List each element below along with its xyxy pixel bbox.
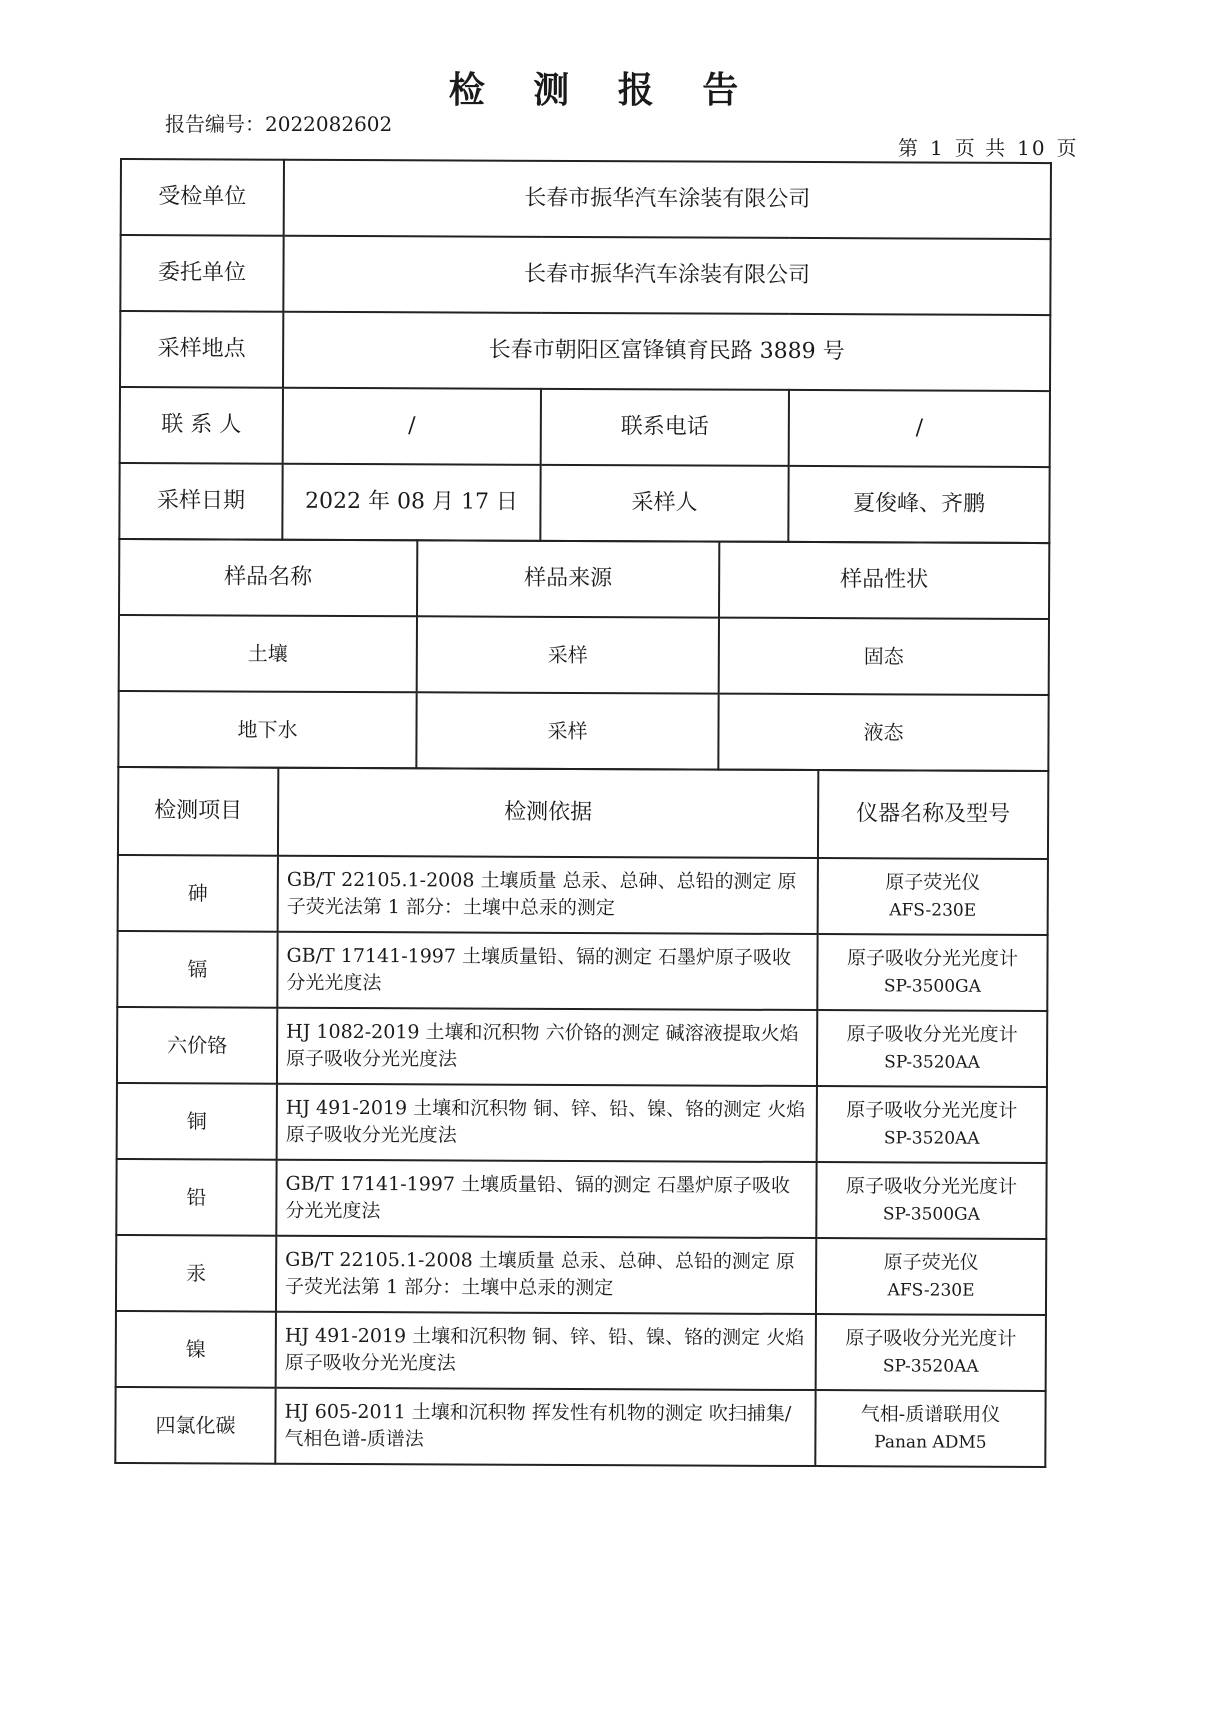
table-row [117,931,1047,1011]
test-item: 铜 [117,1083,277,1160]
instrument-name: 原子荧光仪 [883,1251,979,1274]
instrument-name: 气相-质谱联用仪 [860,1403,1001,1426]
phone-label: 联系电话 [541,389,789,466]
entrusting-unit-value: 长春市振华汽车涂装有限公司 [283,236,1050,315]
sample-source: 采样 [416,692,718,769]
table-row [118,691,1048,771]
report-title: 检 测 报 告 [448,70,757,111]
report-number-value: 2022082602 [265,112,393,136]
test-instrument [817,1086,1047,1163]
contact-label: 联 系 人 [120,387,283,464]
test-item: 镍 [116,1311,276,1388]
test-header-instrument: 仪器名称及型号 [818,770,1048,859]
table-row [116,1235,1046,1315]
entrusting-unit-label: 委托单位 [120,235,283,312]
sampling-date-label: 采样日期 [119,463,282,540]
test-instrument [816,1162,1046,1239]
sample-header-state: 样品性状 [719,542,1049,619]
instrument-model: SP-3520AA [883,1128,980,1149]
instrument-name: 原子吸收分光光度计 [846,1099,1018,1122]
instrument-name: 原子吸收分光光度计 [846,1023,1018,1046]
page-mid: 页 共 [954,136,1008,160]
test-basis: HJ 1082-2019 土壤和沉积物 六价铬的测定 碱溶液提取火焰原子吸收分光光度法 [277,1008,817,1086]
info-table [118,158,1052,544]
sample-state: 固态 [719,618,1049,695]
test-instrument [816,1314,1046,1391]
table-row [116,1159,1046,1239]
test-item: 汞 [116,1235,276,1312]
instrument-model: Panan ADM5 [874,1432,987,1453]
instrument-model: SP-3500GA [883,976,981,997]
test-item: 镉 [117,931,277,1008]
test-instrument [817,934,1047,1011]
page-indicator [898,132,1079,161]
instrument-model: AFS-230E [887,1280,975,1301]
test-table [114,766,1049,1468]
sampling-site-value: 长春市朝阳区富锋镇育民路 3889 号 [283,312,1050,391]
test-item: 四氯化碳 [115,1387,275,1464]
test-instrument [818,858,1048,935]
test-header-item: 检测项目 [118,767,278,856]
test-basis: GB/T 17141-1997 土壤质量铅、镉的测定 石墨炉原子吸收分光光度法 [277,932,817,1010]
sample-state: 液态 [718,694,1048,771]
sampler-value: 夏俊峰、齐鹏 [788,466,1049,543]
table-row [117,1007,1047,1087]
instrument-name: 原子吸收分光光度计 [845,1175,1018,1198]
inspected-unit-label: 受检单位 [121,159,284,236]
report-number [165,108,392,137]
table-row [119,615,1049,695]
instrument-model: AFS-230E [889,900,977,921]
table-row [116,1311,1046,1391]
sample-name: 土壤 [119,615,417,692]
page-current: 1 [930,136,945,160]
test-basis: GB/T 17141-1997 土壤质量铅、镉的测定 石墨炉原子吸收分光光度法 [276,1160,816,1238]
test-basis: HJ 491-2019 土壤和沉积物 铜、锌、铅、镍、铬的测定 火焰原子吸收分光光度法 [277,1084,817,1162]
test-instrument [816,1238,1046,1315]
instrument-model: SP-3520AA [884,1052,980,1073]
test-basis: GB/T 22105.1-2008 土壤质量 总汞、总砷、总铅的测定 原子荧光法第 1 部分：土壤中总汞的测定 [278,856,818,934]
test-item: 砷 [118,855,278,932]
test-instrument [815,1390,1045,1467]
test-item: 六价铬 [117,1007,277,1084]
sample-header-source: 样品来源 [417,540,719,617]
table-row [115,1387,1045,1467]
test-basis: GB/T 22105.1-2008 土壤质量 总汞、总砷、总铅的测定 原子荧光法第 1 部分：土壤中总汞的测定 [276,1236,816,1314]
contact-value: / [283,388,541,465]
page-suffix: 页 [1056,136,1079,160]
test-header-basis: 检测依据 [278,768,818,858]
instrument-model: SP-3500GA [882,1204,980,1225]
report-number-label: 报告编号： [165,112,265,136]
sample-name: 地下水 [118,691,416,768]
test-basis: HJ 491-2019 土壤和沉积物 铜、锌、铅、镍、铬的测定 火焰原子吸收分光光度法 [276,1312,816,1390]
test-item: 铅 [116,1159,276,1236]
sample-source: 采样 [417,616,719,693]
table-row [118,855,1048,935]
instrument-name: 原子荧光仪 [885,871,981,894]
phone-value: / [789,390,1050,467]
page-total: 10 [1017,136,1047,160]
sample-header-name: 样品名称 [119,539,417,616]
sampling-date-value: 2022 年 08 月 17 日 [282,464,540,541]
instrument-model: SP-3520AA [882,1356,979,1377]
page-prefix: 第 [898,136,920,160]
test-basis: HJ 605-2011 土壤和沉积物 挥发性有机物的测定 吹扫捕集/气相色谱-质谱法 [275,1388,815,1466]
instrument-name: 原子吸收分光光度计 [846,947,1019,970]
instrument-name: 原子吸收分光光度计 [845,1327,1017,1350]
inspected-unit-value: 长春市振华汽车涂装有限公司 [284,160,1051,239]
test-instrument [817,1010,1047,1087]
report-table-frame [114,158,1050,1468]
table-row [117,1083,1047,1163]
sampling-site-label: 采样地点 [120,311,283,388]
sampler-label: 采样人 [540,465,788,542]
sample-table [117,538,1050,772]
